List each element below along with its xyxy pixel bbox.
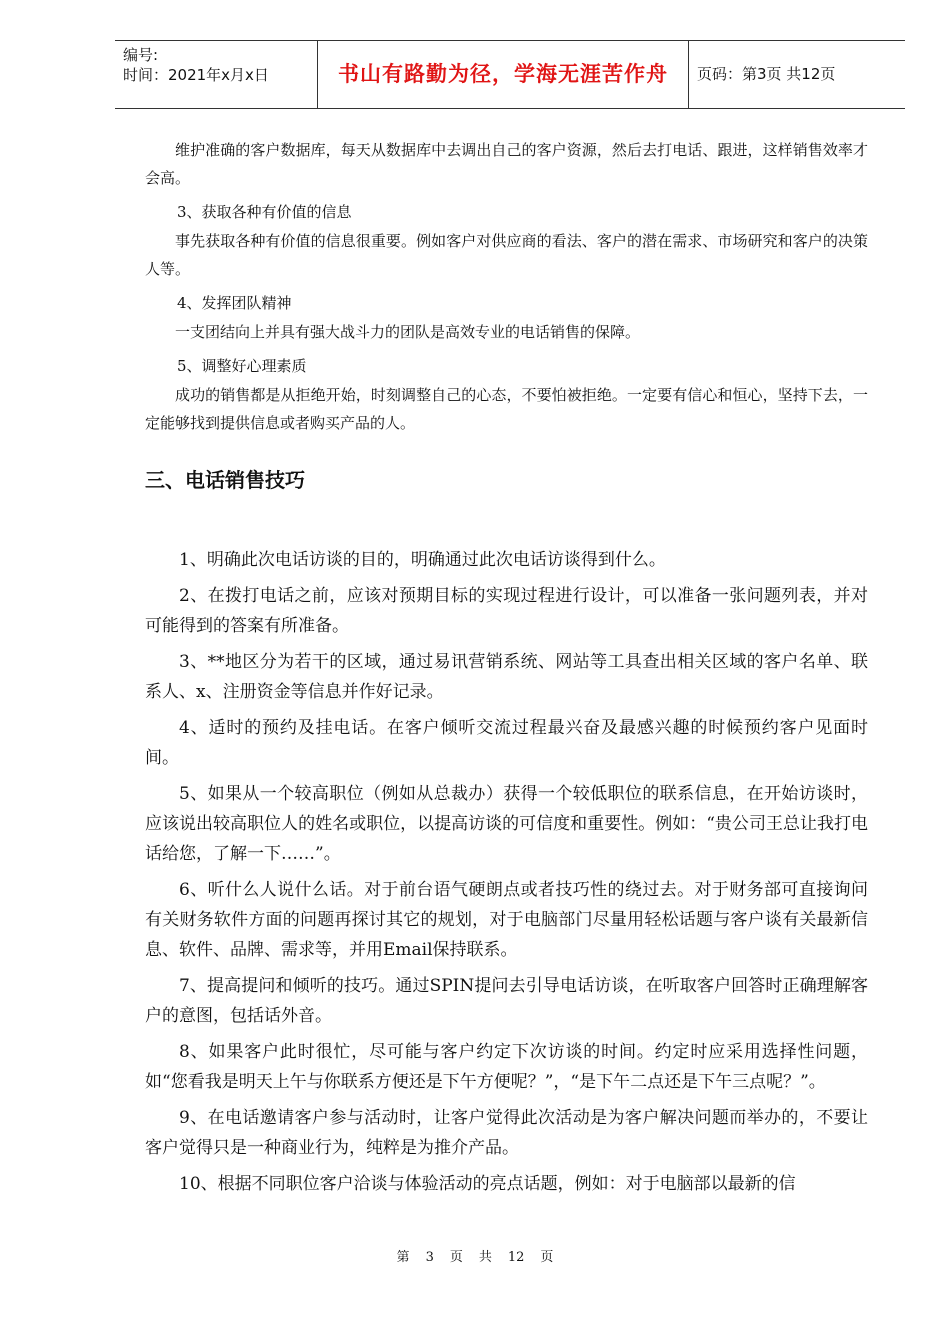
list-item: 4、适时的预约及挂电话。在客户倾听交流过程最兴奋及最感兴趣的时候预约客户见面时间。 <box>145 718 868 768</box>
footer-gong: 共 <box>478 1250 492 1265</box>
list-item: 10、根据不同职位客户洽谈与体验活动的亮点话题，例如：对于电脑部以最新的信 <box>179 1174 796 1194</box>
list-item: 7、提高提问和倾听的技巧。通过SPIN提问去引导电话访谈，在听取客户回答时正确理解客户的意图，包括话外音。 <box>145 976 868 1026</box>
page-footer <box>0 1246 950 1265</box>
list-item: 1、明确此次电话访谈的目的，明确通过此次电话访谈得到什么。 <box>179 550 666 570</box>
document-body <box>145 136 868 1205</box>
header-meta <box>115 41 317 108</box>
list-item: 8、如果客户此时很忙，尽可能与客户约定下次访谈的时间。约定时应采用选择性问题，如“您看我是明天上午与你联系方便还是下午方便呢？”，“是下午二点还是下午三点呢？”。 <box>145 1042 868 1092</box>
footer-ye: 页 <box>449 1250 463 1265</box>
list-item: 3、**地区分为若干的区域，通过易讯营销系统、网站等工具查出相关区域的客户名单、联系人、x、注册资金等信息并作好记录。 <box>145 652 868 702</box>
footer-di: 第 <box>396 1250 410 1265</box>
tips-list <box>145 545 868 1199</box>
list-item: 5、如果从一个较高职位（例如从总裁办）获得一个较低职位的联系信息，在开始访谈时，应该说出较高职位人的姓名或职位，以提高访谈的可信度和重要性。例如：“贵公司王总让我打电话给您，了解一下……”。 <box>145 784 868 864</box>
paragraph: 事先获取各种有价值的信息很重要。例如客户对供应商的看法、客户的潜在需求、市场研究和客户的决策人等。 <box>145 232 868 278</box>
footer-ye2: 页 <box>540 1250 554 1265</box>
paragraph: 维护准确的客户数据库，每天从数据库中去调出自己的客户资源，然后去打电话、跟进，这样销售效率才会高。 <box>145 141 868 187</box>
paragraph: 成功的销售都是从拒绝开始，时刻调整自己的心态，不要怕被拒绝。一定要有信心和恒心，坚持下去，一定能够找到提供信息或者购买产品的人。 <box>145 386 868 432</box>
number-label: 编号: <box>123 46 159 64</box>
list-item: 6、听什么人说什么话。对于前台语气硬朗点或者技巧性的绕过去。对于财务部可直接询问有关财务软件方面的问题再探讨其它的规划，对于电脑部门尽量用轻松话题与客户谈有关最新信息、软件、品牌、需求等，并用Email保持联系。 <box>145 880 868 960</box>
footer-total-pages: 12 <box>507 1250 525 1265</box>
paragraph: 一支团结向上并具有强大战斗力的团队是高效专业的电话销售的保障。 <box>175 323 641 341</box>
subsection-heading: 5、调整好心理素质 <box>177 357 307 375</box>
subsection-heading: 4、发挥团队精神 <box>177 294 292 312</box>
list-item: 9、在电话邀请客户参与活动时，让客户觉得此次活动是为客户解决问题而举办的，不要让客户觉得只是一种商业行为，纯粹是为推介产品。 <box>145 1108 868 1158</box>
list-item: 2、在拨打电话之前，应该对预期目标的实现过程进行设计，可以准备一张问题列表，并对可能得到的答案有所准备。 <box>145 586 868 636</box>
subsection-heading: 3、获取各种有价值的信息 <box>177 203 352 221</box>
time-label: 时间：2021年x月x日 <box>123 66 269 84</box>
footer-page-number: 3 <box>425 1250 434 1265</box>
page-header <box>115 40 905 109</box>
header-motto: 书山有路勤为径，学海无涯苦作舟 <box>317 41 689 108</box>
section-title: 三、电话销售技巧 <box>145 468 305 492</box>
header-page-label: 页码：第3页 共12页 <box>697 65 836 83</box>
